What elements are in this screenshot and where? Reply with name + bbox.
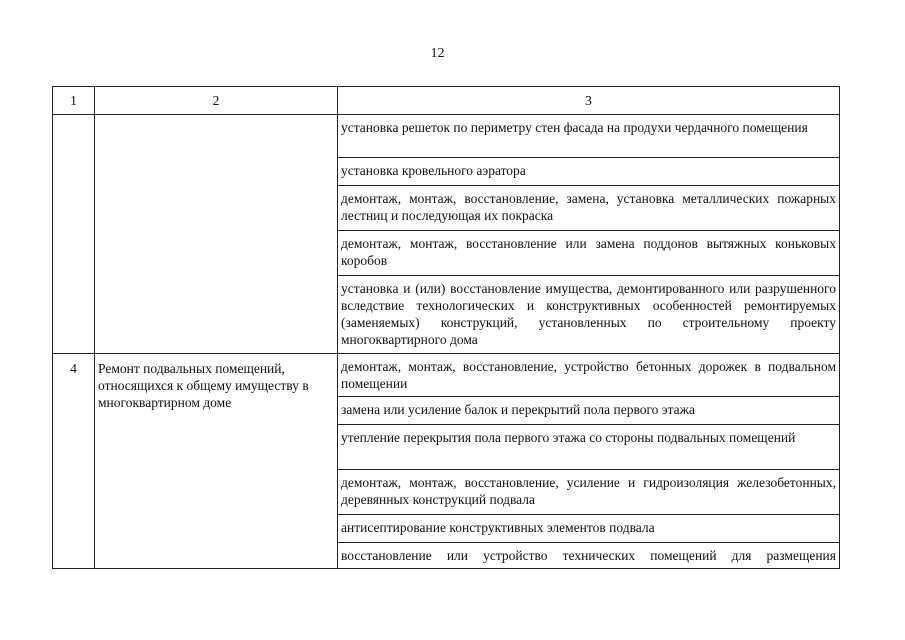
work-items	[338, 354, 840, 569]
work-type: Ремонт подвальных помещений, относящихся к общему имуществу в многоквартирном доме	[95, 354, 338, 569]
table-row	[53, 115, 840, 354]
work-items	[338, 115, 840, 354]
works-table	[52, 86, 840, 569]
work-item: демонтаж, монтаж, восстановление, замена, установка металлических пожарных лестниц и последующая их покраска	[338, 186, 839, 231]
work-item: установка кровельного аэратора	[338, 158, 839, 186]
column-header-3: 3	[338, 87, 840, 115]
work-item: демонтаж, монтаж, восстановление или замена поддонов вытяжных коньковых коробов	[338, 231, 839, 276]
work-item: демонтаж, монтаж, восстановление, устройство бетонных дорожек в подвальном помещении	[338, 354, 839, 397]
work-item: установка решеток по периметру стен фасада на продухи чердачного помещения	[338, 115, 839, 158]
work-item: восстановление или устройство технических помещений для размещения	[341, 548, 836, 563]
work-type	[95, 115, 338, 354]
work-item: установка и (или) восстановление имущества, демонтированного или разрушенного вследствие технологических и конструктивных особенностей ремонтируемых (заменяемых) конструкций, установленных по строительному проекту многоквартирного дома	[341, 281, 836, 347]
column-header-2: 2	[95, 87, 338, 115]
table-row	[53, 354, 840, 569]
work-item: демонтаж, монтаж, восстановление, усиление и гидроизоляция железобетонных, деревянных конструкций подвала	[338, 470, 839, 515]
work-item: утепление перекрытия пола первого этажа со стороны подвальных помещений	[338, 425, 839, 470]
table-header-row	[53, 87, 840, 115]
work-item: антисептирование конструктивных элементов подвала	[338, 515, 839, 543]
column-header-1: 1	[53, 87, 95, 115]
row-number: 4	[53, 354, 95, 569]
work-item: замена или усиление балок и перекрытий пола первого этажа	[338, 397, 839, 425]
page-number: 12	[430, 46, 445, 61]
row-number	[53, 115, 95, 354]
